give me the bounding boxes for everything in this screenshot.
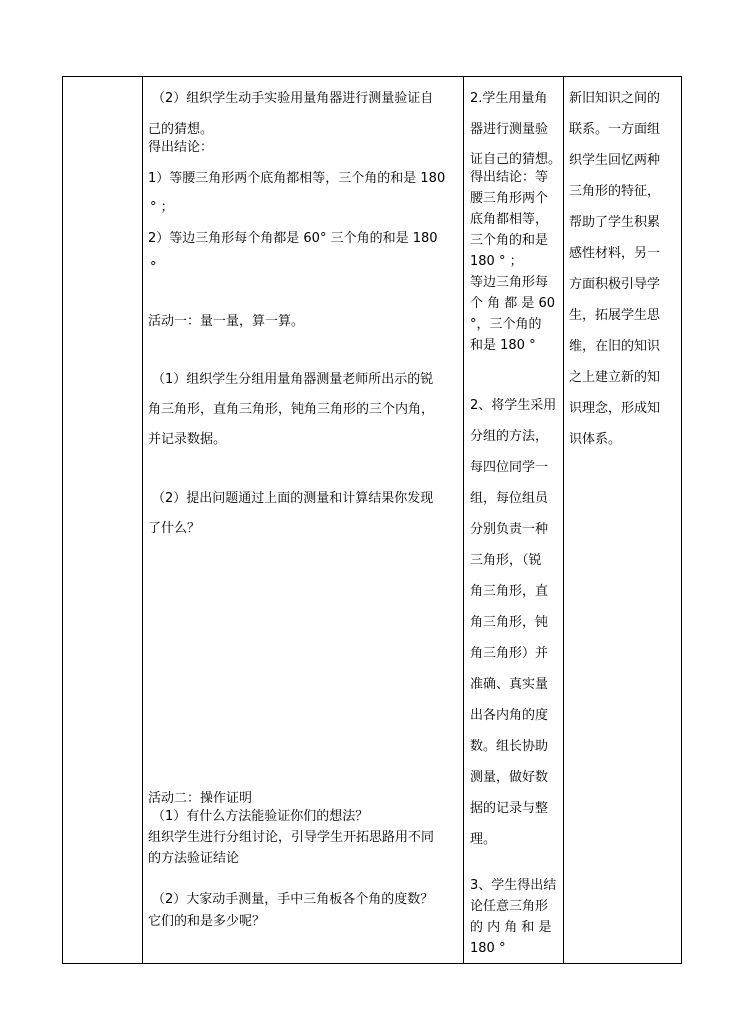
student-text: 理。 <box>470 832 497 847</box>
intent-text: 之上建立新的知 <box>569 370 661 385</box>
intent-text: 三角形的特征， <box>569 184 661 199</box>
activity-text: 2）等边三角形每个角都是 60° 三个角的和是 180 <box>148 231 438 246</box>
student-text: 和是 180 ° <box>470 338 536 353</box>
intent-text: 方面积极引导学 <box>569 277 661 292</box>
student-text: 出各内角的度 <box>470 708 549 723</box>
student-text: 的 内 角 和 是 <box>470 920 552 935</box>
student-text: 分别负责一种 <box>470 522 549 537</box>
student-text: 得出结论：等 <box>470 170 549 185</box>
activity-text: （2）提出问题通过上面的测量和计算结果你发现 <box>152 491 434 506</box>
student-text: 2.学生用量角 <box>470 91 548 106</box>
activity-text: 了什么？ <box>148 521 201 536</box>
intent-text: 维，在旧的知识 <box>569 339 661 354</box>
student-text: 每四位同学一 <box>470 460 549 475</box>
student-text: 组，每位组员 <box>470 491 549 506</box>
activity-text: 的方法验证结论 <box>148 851 240 866</box>
student-text: 腰三角形两个 <box>470 191 549 206</box>
column-divider <box>563 77 564 963</box>
student-text: 等边三角形每 <box>470 275 549 290</box>
activity-text: 角三角形，直角三角形，钝角三角形的三个内角， <box>148 402 435 417</box>
activity-text: 组织学生进行分组讨论，引导学生开拓思路用不同 <box>148 830 435 845</box>
intent-text: 帮助了学生积累 <box>569 215 661 230</box>
student-text: 据的记录与整 <box>470 801 549 816</box>
intent-text: 联系。一方面组 <box>569 122 661 137</box>
activity-text: 它们的和是多少呢？ <box>148 914 266 929</box>
student-text: 三角形，（锐 <box>470 553 542 568</box>
student-text: 三个角的和是 <box>470 233 549 248</box>
section-heading: 活动一：量一量，算一算。 <box>148 314 305 329</box>
student-text: 准确、真实量 <box>470 677 549 692</box>
student-text: 角三角形，直 <box>470 584 549 599</box>
student-text: 角三角形，钝 <box>470 615 549 630</box>
student-text: 180 ° <box>470 941 506 956</box>
student-text: 个 角 都 是 60 <box>470 296 556 311</box>
intent-text: 生，拓展学生思 <box>569 308 661 323</box>
student-text: 3、学生得出结 <box>470 878 557 893</box>
intent-text: 新旧知识之间的 <box>569 91 661 106</box>
student-text: 论任意三角形 <box>470 899 549 914</box>
student-text: 分组的方法， <box>470 429 549 444</box>
activity-text: （2）大家动手测量，手中三角板各个角的度数？ <box>152 892 434 907</box>
student-text: 证自己的猜想。 <box>470 152 562 167</box>
student-text: 180 ° ； <box>470 254 523 269</box>
intent-text: 感性材料，另一 <box>569 246 661 261</box>
section-heading: 活动二：操作证明 <box>148 791 253 806</box>
activity-text: ° <box>150 260 157 275</box>
activity-text: 得出结论： <box>148 140 214 155</box>
intent-text: 识体系。 <box>569 432 622 447</box>
student-text: 器进行测量验 <box>470 122 549 137</box>
activity-text: 己的猜想。 <box>148 122 214 137</box>
student-text: 数。组长协助 <box>470 739 549 754</box>
activity-text: ° ； <box>150 200 174 215</box>
student-text: °，三个角的 <box>470 317 542 332</box>
intent-text: 识理念，形成知 <box>569 401 661 416</box>
column-divider <box>142 77 143 963</box>
activity-text: （1）组织学生分组用量角器测量老师所出示的锐 <box>152 372 434 387</box>
column-divider <box>463 77 464 963</box>
student-text: 角三角形）并 <box>470 646 549 661</box>
student-text: 2、将学生采用 <box>470 398 557 413</box>
activity-text: （2）组织学生动手实验用量角器进行测量验证自 <box>152 91 434 106</box>
activity-text: （1）有什么方法能验证你们的想法？ <box>152 809 369 824</box>
intent-text: 织学生回忆两种 <box>569 153 661 168</box>
activity-text: 并记录数据。 <box>148 432 227 447</box>
student-text: 测量，做好数 <box>470 770 549 785</box>
activity-text: 1）等腰三角形两个底角都相等，三个角的和是 180 <box>148 171 446 186</box>
student-text: 底角都相等， <box>470 212 549 227</box>
